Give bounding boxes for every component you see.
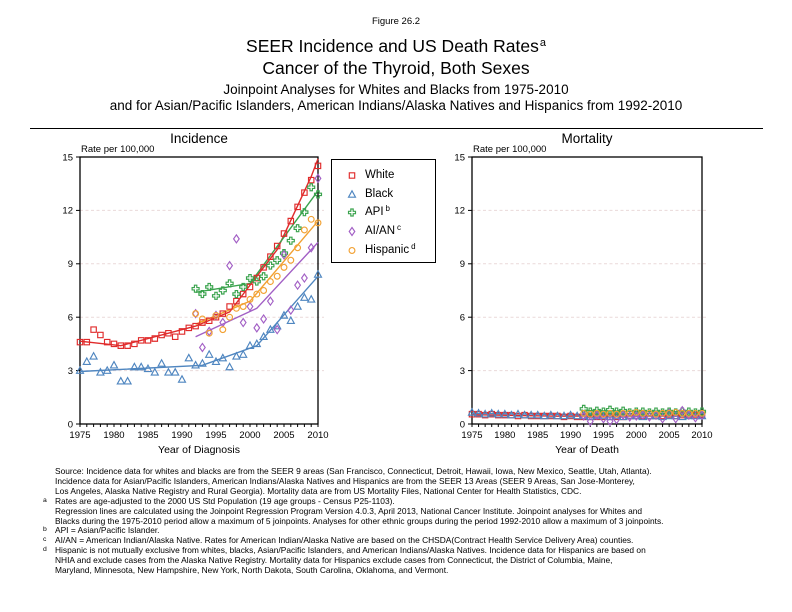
footnote-text	[55, 546, 783, 576]
svg-text:Rate per 100,000: Rate per 100,000	[473, 144, 547, 155]
svg-text:0: 0	[459, 419, 465, 431]
svg-text:9: 9	[67, 259, 73, 271]
footnote-a	[43, 497, 783, 527]
svg-text:Mortality: Mortality	[561, 131, 613, 146]
footnote-marker: c	[43, 536, 47, 544]
footnote-line: Rates are age-adjusted to the 2000 US Std Population (19 age groups - Census P25-1103).	[55, 495, 395, 506]
footnote-line: Source: Incidence data for whites and blacks are from the SEER 9 areas (San Francisco, Connecticut, Detroit, Hawaii, Iowa, New Mexico, Seattle, Utah, Atlanta).	[55, 466, 652, 476]
svg-text:2000: 2000	[239, 430, 261, 441]
legend-item-label: AI/AN	[365, 225, 396, 238]
svg-text:0: 0	[67, 419, 73, 431]
svg-text:1975: 1975	[461, 430, 483, 441]
svg-text:1985: 1985	[527, 430, 549, 441]
svg-text:1985: 1985	[137, 430, 159, 441]
footnote-line: Incidence data for Asian/Pacific Islanders, American Indians/Alaska Natives and Hispanics are from the SEER 13 Areas (SEER 9 Areas, San Jose-Monterey,	[55, 475, 635, 486]
footnote-line: AI/AN = American Indian/Alaska Native. Rates for American Indian/Alaska Native are based on the CHSDA(Contract Health Service Delivery Area) counties.	[55, 535, 634, 546]
figure-label: Figure 26.2	[371, 16, 421, 27]
legend-sup: b	[385, 204, 390, 214]
svg-text:1980: 1980	[494, 430, 516, 441]
svg-text:1990: 1990	[171, 430, 193, 441]
footnote-line: Regression lines are calculated using the Joinpoint Regression Program Version 4.0.3, April 2013, National Cancer Institute. Joinpoint analyses for Whites and	[55, 505, 643, 516]
legend-item-label: Black	[365, 187, 394, 200]
main-title-text: SEER Incidence and US Death Rates	[246, 36, 539, 56]
svg-text:2010: 2010	[307, 430, 329, 441]
footnote-line: API = Asian/Pacific Islander.	[55, 525, 160, 536]
svg-text:6: 6	[67, 312, 73, 324]
svg-text:2010: 2010	[691, 430, 713, 441]
title-footnote-sup: a	[539, 37, 546, 49]
svg-text:12: 12	[62, 205, 73, 217]
svg-text:15: 15	[62, 152, 73, 164]
footnote-line: NHIA and exclude cases from the Alaska Native Registry. Mortality data for Hispanics exclude cases from Connecticut, the District of Columbia, Maine,	[55, 555, 613, 566]
black-triangle-marker-icon	[344, 187, 360, 201]
footnote-marker: d	[43, 546, 47, 554]
svg-text:1995: 1995	[205, 430, 227, 441]
footnote-marker: b	[43, 526, 47, 534]
svg-text:1990: 1990	[560, 430, 582, 441]
svg-text:2005: 2005	[658, 430, 680, 441]
svg-text:2000: 2000	[625, 430, 647, 441]
svg-text:1995: 1995	[592, 430, 614, 441]
svg-text:3: 3	[67, 365, 73, 377]
legend-item-label: White	[365, 169, 395, 182]
legend-item-hispanic	[332, 240, 435, 259]
legend-item-api	[332, 203, 435, 222]
footnote-text	[55, 497, 783, 527]
legend-item-aian	[332, 222, 435, 241]
svg-text:Rate per 100,000: Rate per 100,000	[81, 144, 155, 155]
footnote-marker: a	[43, 496, 47, 504]
svg-text:9: 9	[459, 259, 465, 271]
white-square-marker-icon	[344, 168, 360, 182]
footnote-source	[43, 467, 783, 497]
footnote-line: Hispanic is not mutually exclusive from whites, blacks, Asian/Pacific Islanders, and American Indians/Alaska Natives. Incidence data for Hispanics are based on	[55, 545, 646, 556]
svg-text:2005: 2005	[273, 430, 295, 441]
legend-item-label: API	[365, 206, 384, 219]
subtitle: Cancer of the Thyroid, Both Sexes	[262, 58, 530, 78]
svg-text:12: 12	[454, 205, 465, 217]
svg-text:Incidence: Incidence	[170, 131, 228, 146]
legend-sup: d	[411, 241, 416, 251]
svg-text:3: 3	[459, 365, 465, 377]
mortality-chart	[420, 128, 760, 466]
footnote-line: Blacks during the 1975-2010 period allow a maximum of 5 joinpoints. Analyses for other ethnic groups during the period 1992-2010 allow a maximum of 3 joinpoints.	[55, 515, 664, 526]
legend	[331, 159, 436, 263]
svg-text:15: 15	[454, 152, 465, 164]
footnote-line: Los Angeles, Alaska Native Registry and Rural Georgia). Mortality data are from US Mortality Files, National Center for Health Statistics, CDC.	[55, 485, 582, 496]
footnotes	[43, 467, 783, 576]
svg-text:6: 6	[459, 312, 465, 324]
aian-diamond-marker-icon	[344, 224, 360, 238]
footnote-text	[55, 467, 783, 497]
svg-text:1980: 1980	[103, 430, 125, 441]
joinpoint-note-2: and for Asian/Pacific Islanders, American Indians/Alaska Natives and Hispanics from 1992-2010	[109, 98, 683, 113]
legend-item-black	[332, 185, 435, 204]
main-title	[0, 36, 792, 57]
footnote-d	[43, 546, 783, 576]
svg-text:Year of Death: Year of Death	[555, 444, 619, 456]
hispanic-circle-marker-icon	[344, 243, 360, 257]
legend-sup: c	[397, 223, 402, 233]
incidence-chart	[30, 128, 370, 466]
legend-item-label: Hispanic	[365, 243, 410, 256]
joinpoint-note-1: Joinpoint Analyses for Whites and Blacks from 1975-2010	[223, 82, 569, 97]
api-cross-marker-icon	[344, 205, 360, 219]
svg-text:Year of Diagnosis: Year of Diagnosis	[158, 444, 240, 456]
legend-item-white	[332, 166, 435, 185]
svg-text:1975: 1975	[69, 430, 91, 441]
footnote-line: Maryland, Minnesota, New Hampshire, New York, North Dakota, South Carolina, Oklahoma, and Vermont.	[55, 565, 449, 576]
